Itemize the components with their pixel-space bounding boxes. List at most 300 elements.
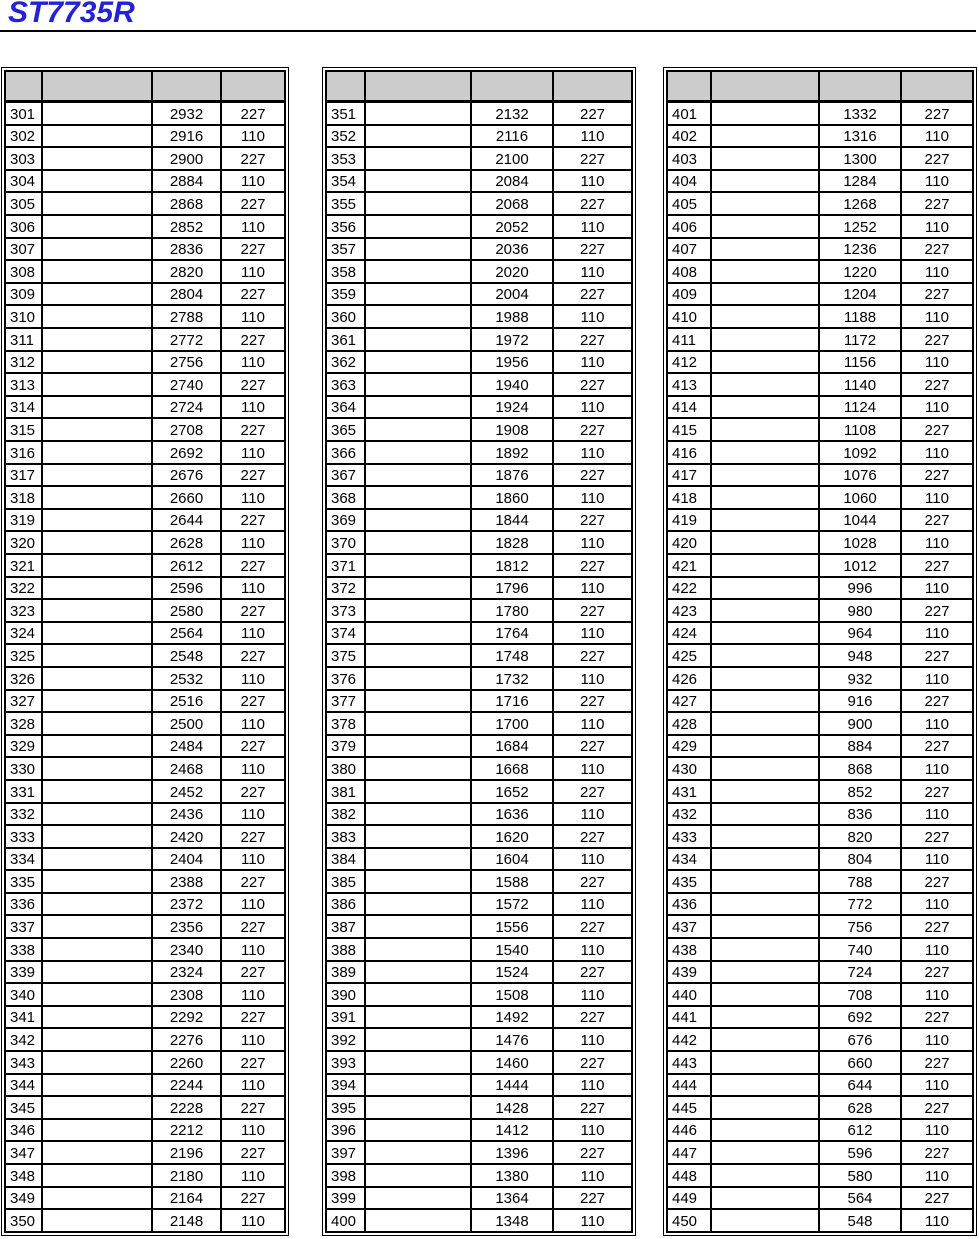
table-row: [5, 712, 285, 735]
value-cell: 1524: [471, 961, 553, 984]
table-row: [667, 1164, 973, 1187]
row-index-cell: 343: [5, 1051, 42, 1074]
blank-cell: [42, 1187, 152, 1210]
row-index-cell: 435: [667, 870, 711, 893]
value-cell: 1460: [471, 1051, 553, 1074]
value-cell: 1428: [471, 1096, 553, 1119]
level-cell: 110: [221, 170, 285, 193]
value-cell: 1012: [819, 554, 901, 577]
level-cell: 110: [221, 1074, 285, 1097]
row-index-cell: 303: [5, 147, 42, 170]
row-index-cell: 309: [5, 283, 42, 306]
row-index-cell: 324: [5, 622, 42, 645]
row-index-cell: 380: [326, 757, 365, 780]
blank-cell: [42, 238, 152, 261]
table-row: [326, 667, 632, 690]
data-table: [666, 70, 974, 1233]
table-row: [667, 1187, 973, 1210]
value-cell: 1316: [819, 125, 901, 148]
row-index-cell: 302: [5, 125, 42, 148]
blank-cell: [42, 396, 152, 419]
blank-cell: [365, 825, 471, 848]
value-cell: 1892: [471, 441, 553, 464]
value-cell: 1652: [471, 780, 553, 803]
value-cell: 2724: [152, 396, 221, 419]
blank-cell: [365, 351, 471, 374]
blank-cell: [365, 690, 471, 713]
value-cell: 1556: [471, 915, 553, 938]
header-cell: [667, 71, 711, 102]
blank-cell: [42, 712, 152, 735]
row-index-cell: 345: [5, 1096, 42, 1119]
table-row: [667, 667, 973, 690]
row-index-cell: 383: [326, 825, 365, 848]
level-cell: 110: [221, 893, 285, 916]
level-cell: 110: [221, 531, 285, 554]
value-cell: 2132: [471, 102, 553, 125]
value-cell: 1716: [471, 690, 553, 713]
table-row: [5, 1028, 285, 1051]
value-cell: 548: [819, 1209, 901, 1232]
value-cell: 1828: [471, 531, 553, 554]
row-index-cell: 393: [326, 1051, 365, 1074]
row-index-cell: 443: [667, 1051, 711, 1074]
blank-cell: [365, 102, 471, 125]
row-index-cell: 368: [326, 486, 365, 509]
value-cell: 2820: [152, 260, 221, 283]
row-index-cell: 366: [326, 441, 365, 464]
blank-cell: [711, 938, 819, 961]
level-cell: 227: [553, 554, 632, 577]
blank-cell: [711, 1096, 819, 1119]
row-index-cell: 442: [667, 1028, 711, 1051]
value-cell: 644: [819, 1074, 901, 1097]
value-cell: 2500: [152, 712, 221, 735]
level-cell: 110: [221, 1209, 285, 1232]
level-cell: 227: [901, 1096, 973, 1119]
blank-cell: [42, 1141, 152, 1164]
level-cell: 110: [221, 441, 285, 464]
table-row: [667, 147, 973, 170]
level-cell: 227: [901, 1187, 973, 1210]
blank-cell: [365, 961, 471, 984]
level-cell: 227: [901, 870, 973, 893]
level-cell: 110: [553, 848, 632, 871]
table-row: [667, 531, 973, 554]
value-cell: 2580: [152, 599, 221, 622]
table-row: [326, 983, 632, 1006]
blank-cell: [365, 170, 471, 193]
blank-cell: [42, 418, 152, 441]
table-row: [667, 577, 973, 600]
blank-cell: [365, 1209, 471, 1232]
table-row: [5, 644, 285, 667]
table-row: [326, 622, 632, 645]
value-cell: 1300: [819, 147, 901, 170]
value-cell: 2852: [152, 215, 221, 238]
blank-cell: [42, 215, 152, 238]
level-cell: 227: [553, 102, 632, 125]
header-cell: [365, 71, 471, 102]
value-cell: 948: [819, 644, 901, 667]
value-cell: 2356: [152, 915, 221, 938]
table-row: [326, 531, 632, 554]
table-row: [5, 757, 285, 780]
value-cell: 1604: [471, 848, 553, 871]
blank-cell: [365, 215, 471, 238]
page-title: ST7735R: [8, 0, 135, 29]
blank-cell: [365, 1096, 471, 1119]
table-row: [667, 803, 973, 826]
blank-cell: [42, 441, 152, 464]
level-cell: 227: [221, 1187, 285, 1210]
level-cell: 227: [901, 961, 973, 984]
table-row: [326, 915, 632, 938]
table-row: [667, 1051, 973, 1074]
value-cell: 2116: [471, 125, 553, 148]
table-row: [667, 1141, 973, 1164]
row-index-cell: 426: [667, 667, 711, 690]
value-cell: 1908: [471, 418, 553, 441]
blank-cell: [711, 373, 819, 396]
value-cell: 836: [819, 803, 901, 826]
table-row: [326, 1006, 632, 1029]
blank-cell: [711, 893, 819, 916]
blank-cell: [365, 305, 471, 328]
data-table: [325, 70, 633, 1233]
row-index-cell: 336: [5, 893, 42, 916]
table-row: [326, 464, 632, 487]
level-cell: 227: [553, 147, 632, 170]
table-row: [5, 599, 285, 622]
table-row: [5, 192, 285, 215]
table-row: [5, 1006, 285, 1029]
level-cell: 110: [553, 215, 632, 238]
table-row: [5, 1187, 285, 1210]
level-cell: 227: [553, 283, 632, 306]
row-index-cell: 441: [667, 1006, 711, 1029]
level-cell: 227: [221, 1096, 285, 1119]
row-index-cell: 306: [5, 215, 42, 238]
level-cell: 227: [901, 780, 973, 803]
table-row: [5, 464, 285, 487]
blank-cell: [365, 554, 471, 577]
row-index-cell: 347: [5, 1141, 42, 1164]
blank-cell: [365, 441, 471, 464]
table-row: [667, 780, 973, 803]
level-cell: 110: [901, 215, 973, 238]
table-row: [667, 1096, 973, 1119]
row-index-cell: 440: [667, 983, 711, 1006]
level-cell: 227: [553, 418, 632, 441]
blank-cell: [711, 1119, 819, 1142]
row-index-cell: 432: [667, 803, 711, 826]
row-index-cell: 312: [5, 351, 42, 374]
level-cell: 110: [221, 125, 285, 148]
row-index-cell: 407: [667, 238, 711, 261]
table-row: [326, 102, 632, 125]
table-row: [5, 1096, 285, 1119]
row-index-cell: 414: [667, 396, 711, 419]
table-row: [326, 870, 632, 893]
table-row: [326, 215, 632, 238]
blank-cell: [42, 464, 152, 487]
value-cell: 1876: [471, 464, 553, 487]
value-cell: 2708: [152, 418, 221, 441]
level-cell: 227: [221, 915, 285, 938]
value-cell: 900: [819, 712, 901, 735]
row-index-cell: 419: [667, 509, 711, 532]
table-row: [5, 577, 285, 600]
blank-cell: [711, 283, 819, 306]
level-cell: 110: [901, 260, 973, 283]
level-cell: 227: [221, 690, 285, 713]
header-cell: [152, 71, 221, 102]
row-index-cell: 404: [667, 170, 711, 193]
value-cell: 2388: [152, 870, 221, 893]
row-index-cell: 434: [667, 848, 711, 871]
blank-cell: [711, 622, 819, 645]
row-index-cell: 322: [5, 577, 42, 600]
table-row: [5, 893, 285, 916]
row-index-cell: 421: [667, 554, 711, 577]
level-cell: 110: [553, 1164, 632, 1187]
row-index-cell: 316: [5, 441, 42, 464]
level-cell: 110: [221, 351, 285, 374]
row-index-cell: 447: [667, 1141, 711, 1164]
blank-cell: [365, 1164, 471, 1187]
table-row: [5, 735, 285, 758]
level-cell: 227: [553, 870, 632, 893]
value-cell: 724: [819, 961, 901, 984]
table-row: [5, 622, 285, 645]
value-cell: 2532: [152, 667, 221, 690]
level-cell: 227: [221, 238, 285, 261]
level-cell: 110: [553, 305, 632, 328]
table-row: [667, 961, 973, 984]
value-cell: 2020: [471, 260, 553, 283]
table-row: [667, 215, 973, 238]
value-cell: 2788: [152, 305, 221, 328]
blank-cell: [42, 599, 152, 622]
level-cell: 110: [901, 803, 973, 826]
row-index-cell: 413: [667, 373, 711, 396]
level-cell: 110: [553, 170, 632, 193]
level-cell: 110: [221, 803, 285, 826]
row-index-cell: 321: [5, 554, 42, 577]
row-index-cell: 392: [326, 1028, 365, 1051]
table-row: [326, 351, 632, 374]
row-index-cell: 420: [667, 531, 711, 554]
table-row: [5, 1119, 285, 1142]
blank-cell: [711, 644, 819, 667]
level-cell: 110: [553, 667, 632, 690]
row-index-cell: 313: [5, 373, 42, 396]
row-index-cell: 389: [326, 961, 365, 984]
value-cell: 1860: [471, 486, 553, 509]
blank-cell: [42, 848, 152, 871]
header-cell: [221, 71, 285, 102]
blank-cell: [42, 961, 152, 984]
blank-cell: [42, 102, 152, 125]
level-cell: 110: [553, 577, 632, 600]
value-cell: 1028: [819, 531, 901, 554]
row-index-cell: 369: [326, 509, 365, 532]
level-cell: 227: [901, 283, 973, 306]
row-index-cell: 327: [5, 690, 42, 713]
level-cell: 110: [221, 757, 285, 780]
blank-cell: [42, 328, 152, 351]
level-cell: 227: [221, 961, 285, 984]
row-index-cell: 444: [667, 1074, 711, 1097]
blank-cell: [42, 780, 152, 803]
value-cell: 2308: [152, 983, 221, 1006]
table-rows-401-450: [663, 67, 977, 1236]
table-rows-301-350: [1, 67, 289, 1236]
blank-cell: [42, 757, 152, 780]
table-row: [326, 170, 632, 193]
table-row: [667, 1028, 973, 1051]
table-row: [5, 125, 285, 148]
blank-cell: [365, 1051, 471, 1074]
blank-cell: [42, 577, 152, 600]
table-row: [5, 147, 285, 170]
table-row: [5, 305, 285, 328]
row-index-cell: 377: [326, 690, 365, 713]
table-header-row: [326, 71, 632, 102]
value-cell: 756: [819, 915, 901, 938]
blank-cell: [711, 102, 819, 125]
header-cell: [819, 71, 901, 102]
row-index-cell: 305: [5, 192, 42, 215]
table-row: [5, 102, 285, 125]
value-cell: 692: [819, 1006, 901, 1029]
value-cell: 2756: [152, 351, 221, 374]
blank-cell: [365, 1074, 471, 1097]
row-index-cell: 416: [667, 441, 711, 464]
value-cell: 852: [819, 780, 901, 803]
level-cell: 110: [553, 983, 632, 1006]
level-cell: 110: [901, 1028, 973, 1051]
value-cell: 1636: [471, 803, 553, 826]
level-cell: 227: [553, 961, 632, 984]
level-cell: 110: [901, 305, 973, 328]
table-row: [326, 690, 632, 713]
table-row: [667, 283, 973, 306]
table-header-row: [667, 71, 973, 102]
table-row: [5, 1164, 285, 1187]
row-index-cell: 318: [5, 486, 42, 509]
value-cell: 1540: [471, 938, 553, 961]
level-cell: 227: [553, 735, 632, 758]
row-index-cell: 363: [326, 373, 365, 396]
value-cell: 1732: [471, 667, 553, 690]
row-index-cell: 339: [5, 961, 42, 984]
table-row: [667, 735, 973, 758]
table-row: [326, 712, 632, 735]
level-cell: 110: [901, 712, 973, 735]
blank-cell: [711, 238, 819, 261]
level-cell: 110: [221, 1028, 285, 1051]
value-cell: 1444: [471, 1074, 553, 1097]
blank-cell: [711, 1164, 819, 1187]
blank-cell: [365, 599, 471, 622]
value-cell: 1092: [819, 441, 901, 464]
blank-cell: [365, 915, 471, 938]
value-cell: 2212: [152, 1119, 221, 1142]
value-cell: 2260: [152, 1051, 221, 1074]
value-cell: 2228: [152, 1096, 221, 1119]
level-cell: 110: [553, 1209, 632, 1232]
table-row: [5, 238, 285, 261]
value-cell: 596: [819, 1141, 901, 1164]
value-cell: 1700: [471, 712, 553, 735]
blank-cell: [365, 238, 471, 261]
value-cell: 2516: [152, 690, 221, 713]
blank-cell: [365, 848, 471, 871]
level-cell: 227: [221, 102, 285, 125]
value-cell: 1236: [819, 238, 901, 261]
row-index-cell: 399: [326, 1187, 365, 1210]
blank-cell: [365, 260, 471, 283]
value-cell: 1844: [471, 509, 553, 532]
table-row: [5, 983, 285, 1006]
row-index-cell: 349: [5, 1187, 42, 1210]
blank-cell: [365, 622, 471, 645]
blank-cell: [42, 893, 152, 916]
table-row: [5, 486, 285, 509]
table-row: [326, 1051, 632, 1074]
row-index-cell: 418: [667, 486, 711, 509]
table-row: [667, 825, 973, 848]
row-index-cell: 427: [667, 690, 711, 713]
blank-cell: [711, 215, 819, 238]
value-cell: 1940: [471, 373, 553, 396]
level-cell: 227: [221, 780, 285, 803]
table-row: [667, 644, 973, 667]
value-cell: 1620: [471, 825, 553, 848]
blank-cell: [42, 192, 152, 215]
value-cell: 628: [819, 1096, 901, 1119]
row-index-cell: 314: [5, 396, 42, 419]
value-cell: 580: [819, 1164, 901, 1187]
table-row: [326, 961, 632, 984]
level-cell: 110: [901, 1209, 973, 1232]
header-cell: [553, 71, 632, 102]
value-cell: 1268: [819, 192, 901, 215]
table-row: [5, 328, 285, 351]
row-index-cell: 411: [667, 328, 711, 351]
blank-cell: [365, 983, 471, 1006]
blank-cell: [365, 780, 471, 803]
value-cell: 2068: [471, 192, 553, 215]
table-row: [667, 757, 973, 780]
value-cell: 2340: [152, 938, 221, 961]
table-row: [667, 690, 973, 713]
level-cell: 227: [553, 780, 632, 803]
level-cell: 110: [901, 1164, 973, 1187]
value-cell: 1972: [471, 328, 553, 351]
table-row: [5, 1209, 285, 1232]
row-index-cell: 395: [326, 1096, 365, 1119]
table-row: [667, 486, 973, 509]
table-row: [667, 622, 973, 645]
blank-cell: [42, 260, 152, 283]
table-row: [5, 215, 285, 238]
level-cell: 110: [901, 170, 973, 193]
level-cell: 227: [221, 644, 285, 667]
blank-cell: [365, 531, 471, 554]
